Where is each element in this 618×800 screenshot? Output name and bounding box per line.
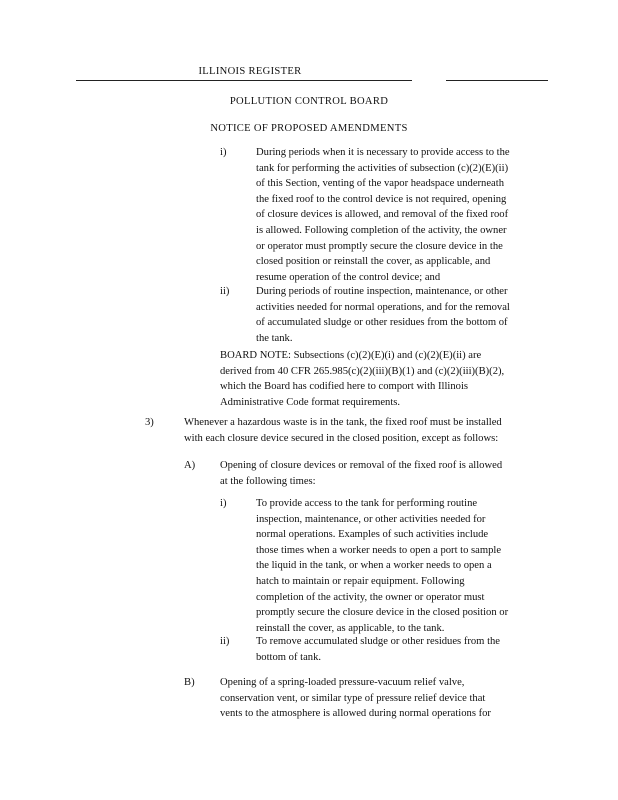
item-A-ii-text (256, 634, 548, 665)
text-line: with each closure device secured in the closed position, except as follows: (184, 432, 499, 444)
item-ii-text (256, 284, 548, 346)
text-line: hatch to maintain or repair equipment. Following (256, 575, 465, 587)
text-line: which the Board has codified here to comport with Illinois (220, 381, 469, 393)
notice-title: NOTICE OF PROPOSED AMENDMENTS (210, 123, 408, 134)
board-title: POLLUTION CONTROL BOARD (229, 96, 389, 107)
item-i-label: i) (220, 147, 227, 158)
text-line: Opening of closure devices or removal of the fixed roof is allowed (220, 460, 503, 471)
text-line: bottom of tank. (256, 651, 322, 663)
register-title: ILLINOIS REGISTER (198, 66, 302, 77)
text-line: those times when a worker needs to open a port to sample (256, 544, 502, 556)
item-B-label: B) (184, 677, 195, 688)
item-A-ii-label: ii) (220, 636, 230, 647)
text-line: To provide access to the tank for performing routine (256, 498, 478, 509)
text-line: completion of the activity, the owner or operator must (256, 591, 485, 603)
header-rule-right (446, 80, 548, 81)
item-A-i-label: i) (220, 498, 227, 509)
text-line: vents to the atmosphere is allowed during normal operations for (220, 708, 491, 720)
text-line: inspection, maintenance, or other activities needed for (256, 513, 486, 525)
text-line: of this Section, venting of the vapor headspace underneath (256, 178, 504, 190)
item-A-text (220, 458, 548, 489)
text-line: the fixed roof to the control device is not required, opening (256, 193, 507, 205)
text-line: Opening of a spring-loaded pressure-vacuum relief valve, (220, 677, 465, 688)
text-line: conservation vent, or similar type of pressure relief device that (220, 692, 486, 704)
text-line: reinstall the cover, as applicable, to the tank. (256, 622, 445, 634)
board-note (220, 348, 548, 410)
text-line: BOARD NOTE: Subsections (c)(2)(E)(i) and (c)(2)(E)(ii) are (220, 350, 482, 361)
item-3-text (184, 415, 548, 446)
item-3-label: 3) (145, 417, 154, 428)
text-line: tank for performing the activities of subsection (c)(2)(E)(ii) (256, 162, 509, 174)
text-line: To remove accumulated sludge or other residues from the (256, 636, 501, 647)
text-line: resume operation of the control device; and (256, 271, 441, 283)
item-A-label: A) (184, 460, 196, 471)
text-line: promptly secure the closure device in the closed position or (256, 607, 509, 619)
text-line: During periods of routine inspection, maintenance, or other (256, 286, 508, 297)
text-line: activities needed for normal operations, and for the removal (256, 301, 510, 313)
item-ii-label: ii) (220, 286, 230, 297)
text-line: is allowed. Following completion of the activity, the owner (256, 224, 507, 236)
text-line: the tank. (256, 332, 293, 344)
item-A-i-text (256, 496, 548, 636)
text-line: normal operations. Examples of such activities include (256, 529, 489, 541)
register-header (76, 66, 412, 81)
text-line: at the following times: (220, 475, 316, 487)
item-i-text (256, 145, 548, 285)
item-B-text (220, 675, 548, 722)
text-line: Administrative Code format requirements. (220, 396, 401, 408)
text-line: derived from 40 CFR 265.985(c)(2)(iii)(B)(1) and (c)(2)(iii)(B)(2), (220, 365, 505, 377)
text-line: of accumulated sludge or other residues from the bottom of (256, 317, 508, 329)
text-line: During periods when it is necessary to provide access to the (256, 147, 510, 158)
text-line: or operator must promptly secure the closure device in the (256, 240, 503, 252)
text-line: the liquid in the tank, or when a worker needs to open a (256, 560, 492, 572)
text-line: Whenever a hazardous waste is in the tank, the fixed roof must be installed (184, 417, 502, 428)
text-line: closed position or reinstall the cover, as applicable, and (256, 256, 491, 268)
text-line: of closure devices is allowed, and removal of the fixed roof (256, 209, 509, 221)
